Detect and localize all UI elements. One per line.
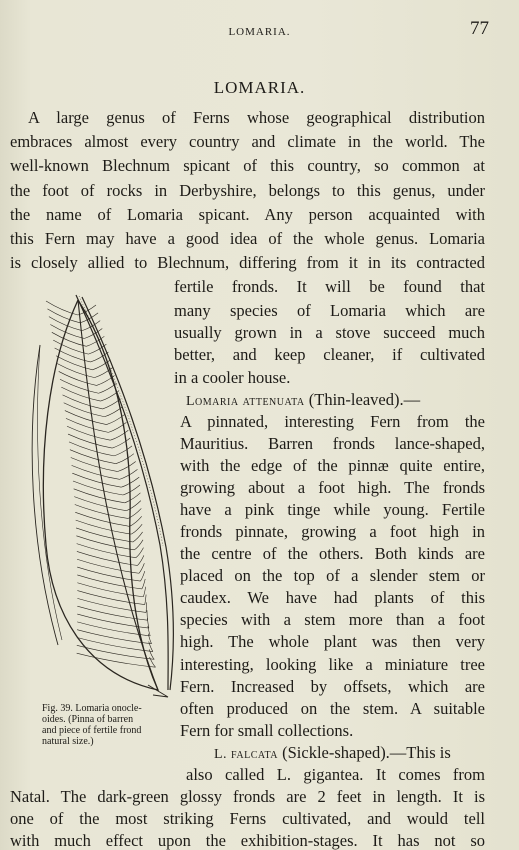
body-line: Fern. Increased by offsets, which are [180,677,485,696]
page-number: 77 [470,18,489,39]
leaf-vein [49,317,82,331]
leaf-vein [112,438,130,448]
leaf-vein [77,551,138,565]
leaf-vein [116,454,134,464]
leaf-vein [74,497,126,511]
leaf-vein [77,544,136,558]
intro-line: well-known Blechnum spicant of this country, so common at [10,156,485,175]
leaf-vein [56,356,92,370]
leaf-vein [66,418,108,432]
intro-line: is closely allied to Blechnum, differing from it in its contracted [10,253,485,272]
body-line: also called L. gigantea. It comes from [186,765,485,784]
leaf-vein [139,563,144,573]
leaf-vein [46,301,78,315]
intro-line: embraces almost every country and climate in the world. The [10,132,485,151]
leaf-vein [136,548,144,558]
leaf-vein [145,595,146,605]
body-line: often produced on the stem. A suitable [180,699,485,718]
body-line: species with a stem more than a foot [180,610,485,629]
body-line: one of the most striking Ferns cultivated, and would tell [10,809,485,828]
body-line: with much effect upon the exhibition-stages. It has not so [10,831,485,850]
leaf-vein [130,516,142,526]
leaf-vein [63,395,103,409]
leaf-vein [143,587,145,597]
body-line: many species of Lomaria which are [174,301,485,320]
leaf-vein [64,403,105,417]
leaf-vein [73,481,123,495]
body-line: A pinnated, interesting Fern from the [180,412,485,431]
body-line: Fern for small collections. [180,721,354,740]
caption-line: and piece of fertile frond [42,725,142,736]
leaf-vein [61,387,100,401]
intro-line: this Fern may have a good idea of the whole genus. Lomaria [10,229,485,248]
leaf-vein [123,485,140,495]
section-title: LOMARIA. [213,78,306,97]
leaf-vein [140,571,144,581]
leaf-vein [69,442,114,456]
leaf-vein [65,411,107,425]
leaf-vein [76,536,134,550]
species-heading-falcata [186,742,485,766]
body-line: caudex. We have had plants of this [180,588,485,607]
leaf-vein [70,450,116,464]
leaf-vein [74,489,125,503]
leaf-vein [75,504,128,518]
leaf-vein [133,532,143,542]
caption-line: natural size.) [42,736,94,747]
body-line: usually grown in a stove succeed much [174,323,485,342]
body-line: in a cooler house. [174,368,291,387]
species-common-name: (Thin-leaved).— [304,390,421,409]
leaf-vein [76,528,133,542]
leaf-vein [71,458,118,472]
body-line: better, and keep cleaner, if cultivated [174,345,485,364]
body-line: placed on the top of a slender stem or [180,566,485,585]
leaf-vein [76,520,132,534]
leaf-vein [59,371,97,385]
leaf-vein [126,501,140,511]
species-heading-attenuata [186,389,485,413]
leaf-vein [131,524,142,534]
leaf-vein [114,446,132,456]
leaf-vein [137,555,143,565]
leaf-vein [47,309,80,323]
running-head: LOMARIA. [228,26,291,38]
leaf-vein [68,434,112,448]
caption-line: Fig. 39. Lomaria onocle- [42,703,142,714]
leaf-vein [125,493,141,503]
leaf-vein [118,462,136,472]
body-line: interesting, looking like a miniature tree [180,655,485,674]
leaf-vein [134,540,143,550]
body-line: the centre of the others. Both kinds are [180,544,485,563]
body-line: with the edge of the pinnæ quite entire, [180,456,485,475]
species-common-name: (Sickle-shaped).—This is [278,743,451,762]
intro-line: the foot of rocks in Derbyshire, belongs to this genus, under [10,181,485,200]
leaf-vein [52,332,87,346]
body-line: Natal. The dark-green glossy fronds are 2 feet in length. It is [10,787,485,806]
body-line: have a pink tinge while young. Fertile [180,500,485,519]
caption-line: oides. (Pinna of barren [42,714,134,725]
leaf-vein [150,657,156,667]
leaf-vein [72,473,121,487]
fern-illustration [18,285,178,705]
body-line: growing about a foot high. The fronds [180,478,485,497]
body-line: Mauritius. Barren fronds lance-shaped, [180,434,485,453]
leaf-vein [142,579,145,589]
body-line: fronds pinnate, growing a foot high in [180,522,485,541]
body-line: high. The whole plant was then very [180,632,485,651]
leaf-vein [77,559,139,573]
leaf-vein [67,426,110,440]
species-name: L. falcata [214,747,279,762]
body-line: fertile fronds. It will be found that [174,277,485,296]
species-name: Lomaria attenuata [186,394,305,409]
intro-line: the name of Lomaria spicant. Any person acquainted with [10,205,485,224]
leaf-vein [77,653,156,667]
leaf-vein [60,379,99,393]
leaf-vein [72,465,120,479]
intro-line: A large genus of Ferns whose geographical distribution [28,108,485,127]
leaf-vein [75,512,129,526]
figure-caption [42,703,187,747]
leaf-vein [57,364,94,378]
